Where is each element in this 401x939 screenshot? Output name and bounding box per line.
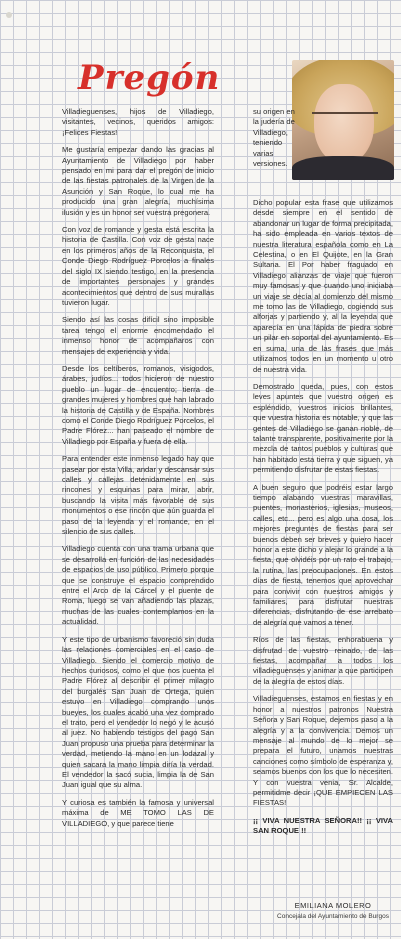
- signature: [273, 901, 393, 920]
- left-column: [62, 107, 214, 836]
- paragraph: Villadieguenses, estamos en fiestas y en honor a nuestros patronos Nuestra Señora y San Roque, dejemos paso a la alegría y a la convivencia. Demos un mensaje al mundo de lo mejor se prepara el futuro, unamos nuestras canciones como símbolo de esperanza y, seamos buenos con los que lo necesiten. Y con vuestra venia, Sr. Alcalde, permitidme decir ¡QUE EMPIECEN LAS FIESTAS!: [253, 694, 393, 808]
- signature-role: Concejala del Ayuntamiento de Burgos: [277, 913, 389, 920]
- paragraph: Dicho popular esta frase que utilizamos desde siempre en el sentido de abandonar un lugar de forma precipitada, ha sido empleada en varios textos de nuestra literatura española como en La Celestina, o en El Quijote, en la Gran Sultana. El Por haber fraguado en Villadiego alianzas de viaje que fueron muy famosas y que cuando uno iniciaba un viaje se decía al comienzo del mismo me tomo las de Villadiego, cogiendo sus alforjas y partiendo y, al la leyenda que aparecía en una lápida de piedra sobre un pilar en soportal del ayuntamiento. Es en suma, una de las frases que más utilizamos todos en un momento u otro de nuestra vida.: [253, 198, 393, 374]
- signature-name: EMILIANA MOLERO: [294, 901, 372, 910]
- right-column: [253, 198, 393, 844]
- paragraph: Y este tipo de urbanismo favoreció sin duda las relaciones comerciales en el caso de Villadiego. Siendo el comercio motivo de hechos curiosos, como el que nos cuenta el Padre Flórez al describir el primer milagro del burgalés San Juan de Ortega, quien estuvo en Villadiego comprando unos bueyes, los cuales acabó una vez comprado el trato, pero el vendedor lo negó y le acusó al juez. No habiendo testigos del pago San Juan propuso una prueba para determinar la verdad, metiendo la mano en un lodazal y quien sacara la mano limpia diría la verdad. El vendedor la sacó sucia, limpia la de San Juan igual que su alma.: [62, 634, 214, 790]
- portrait-shoulder: [292, 156, 394, 180]
- paragraph: Villadiego cuenta con una trama urbana que se desarrolla en función de las necesidades de espacios de uso público. Primero porque que se construye el espacio comprendido entre el Arco de la Cárcel y el puente de Roma, luego se van añadiendo las plazas, muchas de las cuales contemplamos en la actualidad.: [62, 544, 214, 627]
- right-top-column: [253, 107, 295, 176]
- page-title: Pregón: [78, 58, 221, 98]
- paragraph: Ríos de las fiestas, enhorabuena y disfrutad de vuestro reinado, de las fiestas, acompañar a todos los villadieguenses y animar a que participen de la alegría de estos días.: [253, 635, 393, 686]
- binding-hole: [6, 12, 12, 18]
- paragraph: Y curiosa es también la famosa y universal máxima de ME TOMO LAS DE VILLADIEGO, y que parece tiene: [62, 797, 214, 828]
- paragraph: Para entender este inmenso legado hay que pasear por esta Villa, andar y descansar sus calles y callejas detenidamente en sus rincones y esquinas para mirar, abrir, buscando la visita más favorable de sus monumentos o ese rincón que aún guarda el paso de la leyenda y el romance, en el silencio de sus calles.: [62, 454, 214, 537]
- portrait-glasses: [312, 112, 378, 128]
- paragraph: Demostrado queda, pues, con estos leves apuntes que vuestro origen es espléndido, vuestros inicios brillantes, que vuestra historia es notable, y que las gentes de Villadiego se ganan noble, de talante transparente, positivamente por la mezcla de tantos pueblos y culturas que han habitado esta tierra y que siguen, ya permitiendo disfrutar de estas fiestas.: [253, 381, 393, 475]
- paragraph: su origen en la judería de Villadiego, teniendo varias versiones.: [253, 107, 295, 169]
- paragraph: Siendo así las cosas difícil sino imposible tarea tengo el enorme encomendado el inmenso honor de acompañaros con mensajes de experiencia y vida.: [62, 315, 214, 356]
- author-portrait: [292, 60, 394, 180]
- paragraph: Me gustaría empezar dando las gracias al Ayuntamiento de Villadiego por haber pensado en mi para dar el pregón de inicio de las fiestas patronales de la Virgen de la Asunción y San Roque, lo cual me ha producido una gran alegría, muchísima ilusión y es un honor ser vuestra pregonera.: [62, 145, 214, 217]
- vivas-line: ¡¡ VIVA NUESTRA SEÑORA!! ¡¡ VIVA SAN ROQUE !!: [253, 815, 393, 836]
- paragraph: Desde los celtíberos, romanos, visigodos, árabes, judíos... todos hicieron de nuestro pueblo un lugar de encuentro; tierra de grandes mujeres y hombres que han labrado la historia de Castilla y de España. Nombres como el Conde Diego Rodríguez Porcelos, el Padre Flórez... han paseado el nombre de Villadiego por España y fuera de ella.: [62, 363, 214, 446]
- paragraph: Con voz de romance y gesta está escrita la historia de Castilla. Con voz de gesta nace en los primeros años de la Reconquista, el Conde Diego Rodríguez Porcelos a finales del siglo IX siendo testigo, en la presencia de importantes personajes y grandes acontecimientos que dentro de sus murallas tuvieron lugar.: [62, 225, 214, 307]
- paragraph: Villadieguenses, hijos de Villadiego, visitantes, vecinos, queridos amigos: ¡Felices Fiestas!: [62, 107, 214, 137]
- paragraph: A buen seguro que podréis estar largo tiempo alabando vuestras maravillas, puentes, monasterios, iglesias, museos, calles, etc... pero es algo una cosa, los mejores preguntes de fiestas para ser buenos deben ser breves y quiero hacer honor a este dicho y alejar lo grande a la fiesta, que olvidéis por un rato el trabajo, la rutina, las preocupaciones. En estos días de fiesta, tenemos que aprovechar para convivir con nuestros amigos y familiares, para disfrutar nuestras diferencias, disfrutando de ese arrebato de alegría que vamos a tener.: [253, 482, 393, 627]
